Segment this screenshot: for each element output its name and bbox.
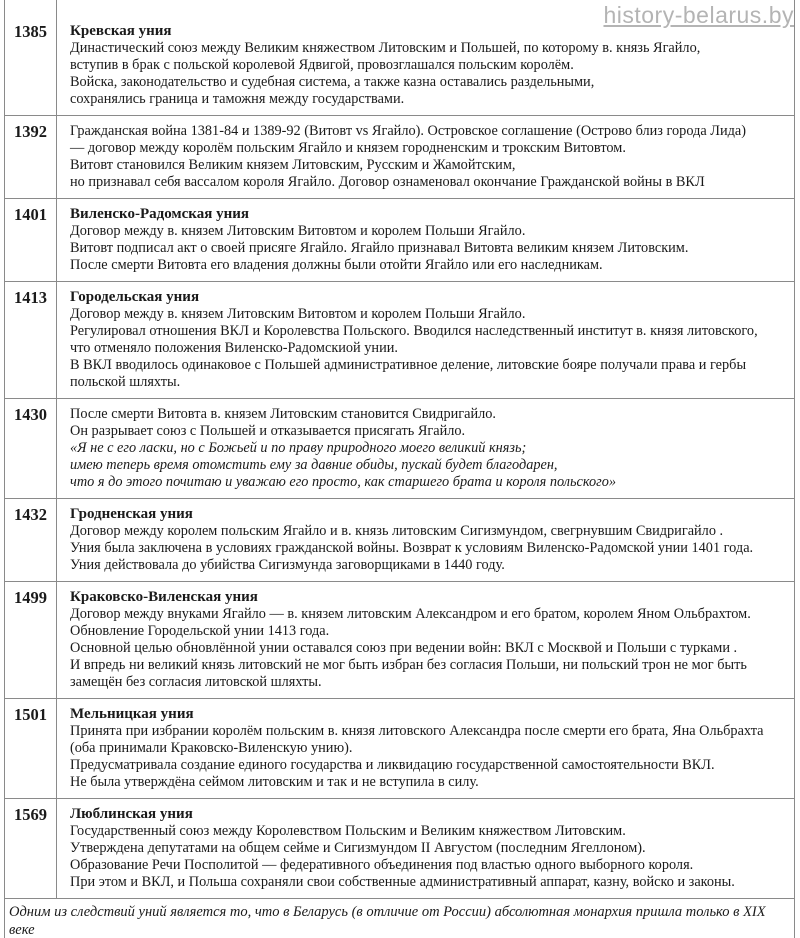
quote-line: «Я не с его ласки, но с Божьей и по праву природного моего великий князь; [70,440,527,456]
union-title: Краковско-Виленская уния [70,589,258,605]
timeline-table [4,0,795,899]
text-line: Принята при избрании королём польским в. князя литовского Александра после смерти его брата, Яна Ольбрахта [70,723,764,739]
quote-line: что я до этого почитаю и уважаю его просто, как старшего брата и короля польского» [70,474,617,490]
union-title: Кревская уния [70,23,172,39]
text-line: После смерти Витовта его владения должны были отойти Ягайло или его наследникам. [70,257,603,273]
union-title: Городельская уния [70,289,200,305]
text-line: Гражданская война 1381-84 и 1389-92 (Витовт vs Ягайло). Островское соглашение (Острово близ города Лида) [70,123,746,139]
year-cell [5,399,57,498]
text-line: Витовт становился Великим князем Литовским, Русским и Жамойтским, [70,157,516,173]
year-cell [5,499,57,581]
text-line: Договор между в. князем Литовским Витовтом и королем Польши Ягайло. [70,306,526,322]
text-line: сохранялись граница и таможня между государствами. [70,91,405,107]
text-line: Регулировал отношения ВКЛ и Королевства Польского. Вводился наследственный институт в. князя литовского, [70,323,758,339]
watermark-link[interactable]: history-belarus.by [603,2,794,28]
text-line: замещён без согласия литовской шляхты. [70,674,322,690]
text-line: Государственный союз между Королевством Польским и Великим княжеством Литовским. [70,823,626,839]
text-line: Основной целью обновлённой унии оставался союз при ведении войн: ВКЛ с Москвой и Польши с турками . [70,640,738,656]
content-cell [57,199,794,281]
text-line: но признавал себя вассалом короля Ягайло. Договор ознаменовал окончание Гражданской войны в ВКЛ [70,174,705,190]
year-label: 1499 [14,588,47,607]
timeline-row [5,499,794,582]
timeline-row [5,282,794,399]
content-cell [57,699,794,798]
text-line: Договор между королем польским Ягайло и в. князь литовским Сигизмундом, свегрнувшим Свидригайло . [70,523,724,539]
year-cell [5,799,57,898]
text-line: (оба принимали Краковско-Виленскую унию). [70,740,353,756]
year-label: 1432 [14,505,47,524]
union-title: Люблинская уния [70,806,193,822]
text-line: Уния была заключена в условиях гражданской войны. Возврат к условиям Виленско-Радомской унии 1401 года. [70,540,754,556]
content-cell [57,399,794,498]
text-line: Витовт подписал акт о своей присяге Ягайло. Ягайло признавал Витовта великим князем Литовским. [70,240,689,256]
text-line: вступив в брак с польской королевой Ядвигой, провозглашался польским королём. [70,57,574,73]
text-line: Войска, законодательство и судебная система, а также казна оставались раздельными, [70,74,595,90]
year-label: 1430 [14,405,47,424]
text-line: что отменяло положения Виленско-Радомскиой унии. [70,340,398,356]
year-label: 1385 [14,22,47,41]
content-cell [57,499,794,581]
timeline-row [5,799,794,899]
footer-text: Одним из следствий уний является то, что в Беларусь (в отличие от России) абсолютная монархия пришла только в XIX веке [9,904,766,938]
year-label: 1501 [14,705,47,724]
timeline-row [5,582,794,699]
timeline-row [5,399,794,499]
year-label: 1392 [14,122,47,141]
text-line: Не была утверждёна сеймом литовским и так и не вступила в силу. [70,774,479,790]
text-line: — договор между королём польским Ягайло и князем городненским и трокским Витовтом. [70,140,626,156]
text-line: Обновление Городельской унии 1413 года. [70,623,330,639]
union-title: Виленско-Радомская уния [70,206,249,222]
content-cell [57,116,794,198]
year-cell [5,0,57,115]
content-cell [57,799,794,898]
year-cell [5,199,57,281]
text-line: Договор между внуками Ягайло — в. князем литовским Александром и его братом, королем Яном Ольбрахтом. [70,606,751,622]
quote-line: имею теперь время отомстить ему за давние обиды, пускай будет благодарен, [70,457,558,473]
text-line: Предусматривала создание единого государства и ликвидацию государственной самостоятельности ВКЛ. [70,757,715,773]
text-line: польской шляхты. [70,374,181,390]
union-title: Мельницкая уния [70,706,194,722]
text-line: При этом и ВКЛ, и Польша сохраняли свои собственные административный аппарат, казну, войско и законы. [70,874,735,890]
timeline-row [5,116,794,199]
year-label: 1569 [14,805,47,824]
text-line: Образование Речи Посполитой — федеративного объединения под властью одного выборного короля. [70,857,694,873]
text-line: Утверждена депутатами на общем сейме и Сигизмундом II Августом (последним Ягеллоном). [70,840,646,856]
text-line: Династический союз между Великим княжеством Литовским и Польшей, по которому в. князь Ягайло, [70,40,701,56]
year-cell [5,699,57,798]
text-line: Уния действовала до убийства Сигизмунда заговорщиками в 1440 году. [70,557,505,573]
content-cell [57,582,794,698]
text-line: И впредь ни великий князь литовский не мог быть избран без согласия Польши, ни польский трон не мог быть [70,657,747,673]
union-title: Гродненская уния [70,506,193,522]
year-label: 1401 [14,205,47,224]
year-label: 1413 [14,288,47,307]
footer-note [4,899,795,938]
text-line: Он разрывает союз с Польшей и отказывается присягать Ягайло. [70,423,466,439]
text-line: Договор между в. князем Литовским Витовтом и королем Польши Ягайло. [70,223,526,239]
content-cell [57,282,794,398]
year-cell [5,582,57,698]
timeline-row [5,699,794,799]
year-cell [5,116,57,198]
year-cell [5,282,57,398]
text-line: После смерти Витовта в. князем Литовским становится Свидригайло. [70,406,496,422]
text-line: В ВКЛ вводилось одинаковое с Польшей административное деление, литовские бояре получали права и гербы [70,357,747,373]
timeline-row [5,199,794,282]
